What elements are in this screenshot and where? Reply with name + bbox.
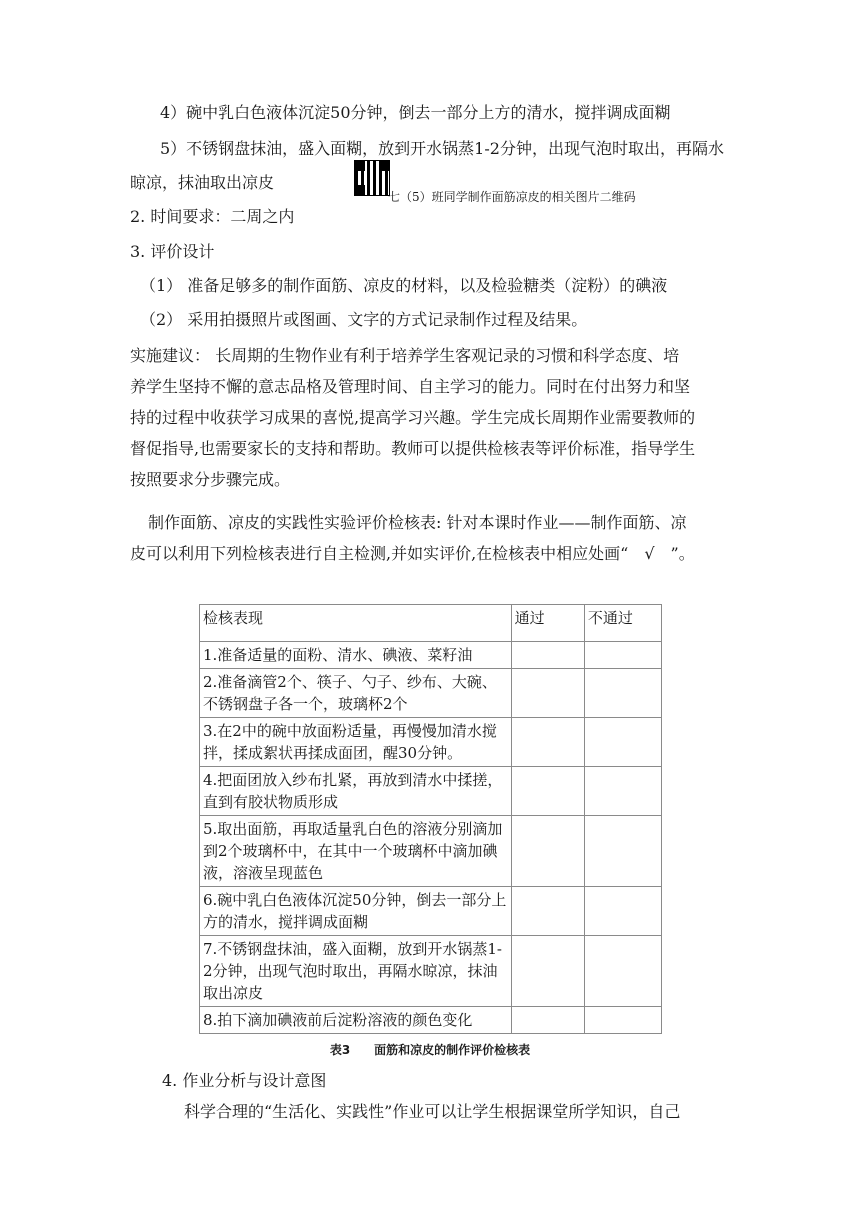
row-fail-cell bbox=[584, 936, 661, 1007]
row-pass-cell bbox=[511, 887, 584, 936]
row-pass-cell bbox=[511, 642, 584, 669]
impl-line: 实施建议： 长周期的生物作业有利于培养学生客观记录的习惯和科学态度、培 bbox=[130, 346, 680, 365]
table-row bbox=[200, 718, 662, 767]
row-item: 4.把面团放入纱布扎紧，再放到清水中揉搓，直到有胶状物质形成 bbox=[200, 767, 512, 816]
impl-line: 持的过程中收获学习成果的喜悦,提高学习兴趣。学生完成长周期作业需要教师的 bbox=[130, 408, 696, 427]
row-item: 3.在2中的碗中放面粉适量，再慢慢加清水搅拌，揉成絮状再揉成面团，醒30分钟。 bbox=[200, 718, 512, 767]
row-item: 8.拍下滴加碘液前后淀粉溶液的颜色变化 bbox=[200, 1007, 512, 1034]
impl-line: 督促指导,也需要家长的支持和帮助。教师可以提供检核表等评价标准，指导学生 bbox=[130, 439, 696, 458]
table-row bbox=[200, 936, 662, 1007]
header-pass: 通过 bbox=[511, 605, 584, 642]
row-fail-cell bbox=[584, 642, 661, 669]
table-row bbox=[200, 816, 662, 887]
row-fail-cell bbox=[584, 1007, 661, 1034]
impl-line: 按照要求分步骤完成。 bbox=[130, 470, 291, 489]
table-row bbox=[200, 887, 662, 936]
table-row bbox=[200, 669, 662, 718]
row-item: 2.准备滴管2个、筷子、勺子、纱布、大碗、不锈钢盘子各一个，玻璃杯2个 bbox=[200, 669, 512, 718]
step-5-text-cont: 晾凉，抹油取出凉皮 bbox=[130, 173, 275, 192]
table-row bbox=[200, 642, 662, 669]
row-fail-cell bbox=[584, 718, 661, 767]
intro-line: 制作面筋、凉皮的实践性实验评价检核表: 针对本课时作业——制作面筋、凉 bbox=[148, 513, 687, 532]
row-pass-cell bbox=[511, 1007, 584, 1034]
table-header-row bbox=[200, 605, 662, 642]
table-caption bbox=[0, 1041, 860, 1058]
header-item: 检核表现 bbox=[200, 605, 512, 642]
checklist-table bbox=[199, 604, 662, 1034]
checklist-intro bbox=[130, 507, 695, 569]
row-pass-cell bbox=[511, 718, 584, 767]
row-item: 5.取出面筋，再取适量乳白色的溶液分别滴加到2个玻璃杯中，在其中一个玻璃杯中滴加碘液，溶液呈现蓝色 bbox=[200, 816, 512, 887]
row-pass-cell bbox=[511, 669, 584, 718]
header-fail: 不通过 bbox=[584, 605, 661, 642]
row-fail-cell bbox=[584, 767, 661, 816]
eval-item-2: （2） 采用拍摄照片或图画、文字的方式记录制作过程及结果。 bbox=[140, 310, 588, 329]
row-fail-cell bbox=[584, 669, 661, 718]
implementation-suggestion bbox=[130, 340, 695, 495]
table-caption-title: 面筋和凉皮的制作评价检核表 bbox=[374, 1043, 531, 1057]
impl-line: 养学生坚持不懈的意志品格及管理时间、自主学习的能力。同时在付出努力和坚 bbox=[130, 377, 691, 396]
qr-caption: 七（5）班同学制作面筋凉皮的相关图片二维码 bbox=[388, 190, 636, 204]
qr-code-icon bbox=[354, 160, 390, 196]
row-fail-cell bbox=[584, 887, 661, 936]
step-5-text: 5）不锈钢盘抹油，盛入面糊，放到开水锅蒸1-2分钟，出现气泡时取出，再隔水 bbox=[160, 139, 724, 158]
analysis-heading: 4. 作业分析与设计意图 bbox=[162, 1071, 327, 1090]
eval-item-1: （1） 准备足够多的制作面筋、凉皮的材料，以及检验糖类（淀粉）的碘液 bbox=[140, 276, 668, 295]
analysis-text: 科学合理的“生活化、实践性”作业可以让学生根据课堂所学知识，自己 bbox=[184, 1102, 681, 1121]
row-item: 6.碗中乳白色液体沉淀50分钟，倒去一部分上方的清水，搅拌调成面糊 bbox=[200, 887, 512, 936]
row-item: 1.准备适量的面粉、清水、碘液、菜籽油 bbox=[200, 642, 512, 669]
row-pass-cell bbox=[511, 816, 584, 887]
intro-line: 皮可以利用下列检核表进行自主检测,并如实评价,在检核表中相应处画“ √ ”。 bbox=[130, 544, 695, 563]
table-caption-number: 表3 bbox=[329, 1043, 351, 1057]
table-row bbox=[200, 767, 662, 816]
row-item: 7.不锈钢盘抹油，盛入面糊，放到开水锅蒸1-2分钟，出现气泡时取出，再隔水晾凉，抹油取出凉皮 bbox=[200, 936, 512, 1007]
row-pass-cell bbox=[511, 767, 584, 816]
row-fail-cell bbox=[584, 816, 661, 887]
table-row bbox=[200, 1007, 662, 1034]
row-pass-cell bbox=[511, 936, 584, 1007]
step-4-text: 4）碗中乳白色液体沉淀50分钟，倒去一部分上方的清水，搅拌调成面糊 bbox=[160, 103, 671, 122]
eval-heading: 3. 评价设计 bbox=[130, 242, 215, 261]
time-requirement: 2. 时间要求：二周之内 bbox=[130, 207, 295, 226]
